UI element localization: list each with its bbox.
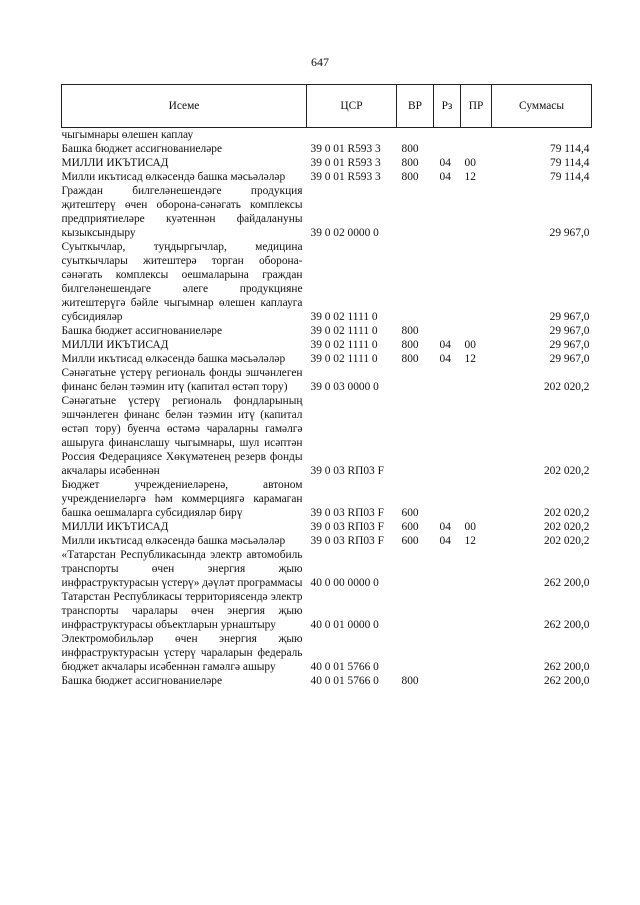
cell-name: Сәнәгатьне үстерү региональ фонды эшчәнлеген финанс белән тәэмин итү (капитал өстәп тору) <box>61 367 303 393</box>
cell-name: Бюджет учреждениеләренә, автоном учреждениеләргә һәм коммерциягә карамаган башка оешмаларга субсидияләр бирү <box>61 479 303 519</box>
cell-vr <box>397 240 434 324</box>
cell-vr: 800 <box>401 353 419 365</box>
cell-vr <box>397 128 434 143</box>
cell-csr: 39 0 02 1111 0 <box>310 353 378 365</box>
table-row <box>62 142 592 156</box>
cell-sum: 29 967,0 <box>549 311 590 323</box>
cell-sum: 202 020,2 <box>543 465 590 477</box>
cell-sum: 79 114,4 <box>550 157 590 169</box>
cell-rz: 04 <box>439 353 451 365</box>
cell-pr <box>461 128 492 143</box>
table-row <box>62 184 592 240</box>
cell-rz <box>434 324 461 338</box>
cell-name: МИЛЛИ ИКЪТИСАД <box>61 339 169 351</box>
cell-vr <box>397 548 434 590</box>
cell-csr: 39 0 03 RП03 F <box>310 507 384 519</box>
header-pr: ПР <box>461 85 492 128</box>
cell-sum: 202 020,2 <box>543 535 590 547</box>
table-header <box>62 85 592 128</box>
cell-pr <box>461 394 492 478</box>
table-row <box>62 548 592 590</box>
cell-name: «Татарстан Республикасында электр автомобиль транспорты өчен энергия җыю инфраструктурасын үстерү» дәүләт программасы <box>61 549 303 589</box>
cell-pr: 00 <box>464 339 476 351</box>
cell-vr: 800 <box>401 171 419 183</box>
header-sum: Суммасы <box>492 85 592 128</box>
table-row <box>62 590 592 632</box>
cell-name: Милли икътисад өлкәсендә башка мәсьәләләр <box>61 535 286 547</box>
cell-name: Татарстан Республикасы территориясендә электр транспорты чаралары өчен энергия җыю инфраструктурасы объектларын урнаштыру <box>61 591 303 631</box>
header-vr: ВР <box>397 85 434 128</box>
cell-csr: 39 0 01 R593 3 <box>310 171 381 183</box>
cell-pr: 00 <box>464 157 476 169</box>
cell-pr <box>461 324 492 338</box>
cell-name: чыгымнары өлешен каплау <box>61 129 194 141</box>
cell-sum: 29 967,0 <box>549 339 590 351</box>
cell-rz <box>434 366 461 394</box>
cell-vr <box>397 394 434 478</box>
table-row <box>62 240 592 324</box>
table-row <box>62 324 592 338</box>
table-row <box>62 632 592 674</box>
cell-csr: 39 0 03 RП03 F <box>310 465 384 477</box>
cell-sum: 29 967,0 <box>549 227 590 239</box>
table-row <box>62 156 592 170</box>
cell-name: Башка бюджет ассигнованиеләре <box>61 325 223 337</box>
cell-csr: 40 0 01 0000 0 <box>310 619 379 631</box>
cell-sum: 29 967,0 <box>549 353 590 365</box>
table-row <box>62 534 592 548</box>
cell-name: Башка бюджет ассигнованиеләре <box>61 143 223 155</box>
cell-csr: 40 0 01 5766 0 <box>310 675 379 687</box>
cell-rz <box>434 590 461 632</box>
cell-sum: 202 020,2 <box>543 381 590 393</box>
cell-rz: 04 <box>439 339 451 351</box>
cell-rz <box>434 632 461 674</box>
cell-vr: 800 <box>401 143 419 155</box>
cell-pr: 12 <box>464 535 476 547</box>
cell-csr: 39 0 02 1111 0 <box>310 325 378 337</box>
cell-name: МИЛЛИ ИКЪТИСАД <box>61 157 169 169</box>
header-rz: Рз <box>434 85 461 128</box>
cell-sum: 202 020,2 <box>543 521 590 533</box>
cell-sum: 262 200,0 <box>543 619 590 631</box>
cell-rz <box>434 240 461 324</box>
cell-sum: 29 967,0 <box>549 325 590 337</box>
cell-vr <box>397 590 434 632</box>
cell-sum: 262 200,0 <box>543 675 590 687</box>
cell-vr: 600 <box>401 507 419 519</box>
cell-vr: 600 <box>401 521 419 533</box>
cell-vr: 800 <box>401 675 419 687</box>
cell-pr <box>461 240 492 324</box>
cell-pr <box>461 674 492 688</box>
cell-sum: 79 114,4 <box>550 171 590 183</box>
header-name: Исеме <box>62 85 307 128</box>
cell-pr: 12 <box>464 353 476 365</box>
cell-csr: 39 0 02 1111 0 <box>310 311 378 323</box>
cell-rz <box>434 394 461 478</box>
cell-vr: 800 <box>401 157 419 169</box>
cell-rz: 04 <box>439 521 451 533</box>
cell-vr: 800 <box>401 325 419 337</box>
cell-csr: 39 0 01 R593 3 <box>310 157 381 169</box>
cell-vr: 600 <box>401 535 419 547</box>
table-row <box>62 338 592 352</box>
cell-rz <box>434 478 461 520</box>
cell-rz: 04 <box>439 157 451 169</box>
cell-sum: 262 200,0 <box>543 577 590 589</box>
cell-name: Сәнәгатьне үстерү региональ фондларының эшчәнлеген финанс белән тәэмин итү (капитал өстәп тору) буенча өстәмә чараларны гамәлгә ашыруга финанслашу чыгымнары, шул исәптән Россия Федерациясе Хөкүмәтенең резерв фонды акчалары исәбеннән <box>61 395 303 477</box>
cell-pr: 12 <box>464 171 476 183</box>
cell-rz: 04 <box>439 535 451 547</box>
cell-csr: 39 0 03 RП03 F <box>310 521 384 533</box>
cell-csr: 39 0 03 RП03 F <box>310 535 384 547</box>
cell-csr: 40 0 01 5766 0 <box>310 661 379 673</box>
cell-sum: 202 020,2 <box>543 507 590 519</box>
table-row <box>62 366 592 394</box>
cell-rz <box>434 142 461 156</box>
page-number: 647 <box>311 55 329 69</box>
cell-csr <box>307 128 397 143</box>
cell-csr: 39 0 03 0000 0 <box>310 381 379 393</box>
budget-table <box>61 84 592 688</box>
cell-name: Электромобильләр өчен энергия җыю инфраструктурасын үстерү чараларын федераль бюджет акчалары исәбеннән гамәлгә ашыру <box>61 633 303 673</box>
cell-pr <box>461 366 492 394</box>
cell-pr <box>461 478 492 520</box>
cell-vr <box>397 366 434 394</box>
cell-pr <box>461 142 492 156</box>
table-row <box>62 170 592 184</box>
cell-sum: 79 114,4 <box>550 143 590 155</box>
cell-name: Граждан билгеләнешендәге продукция җитештерү өчен оборона-сәнәгать комплексы предприятиеләре куәтеннән файдалануны кызыксындыру <box>61 185 303 239</box>
cell-sum <box>492 128 592 143</box>
cell-name: МИЛЛИ ИКЪТИСАД <box>61 521 169 533</box>
cell-pr <box>461 548 492 590</box>
table-row <box>62 128 592 143</box>
table-row <box>62 520 592 534</box>
table-row <box>62 352 592 366</box>
cell-pr <box>461 632 492 674</box>
cell-name: Суыткычлар, туңдыргычлар, медицина суыткычлары житештерә торган оборона-сәнәгать комплексы оешмаларына граждан билгеләнешендәге әлеге продукцияне житештерүгә бәйле чыгымнар өлешен каплауга субсидияләр <box>61 241 303 323</box>
header-csr: ЦСР <box>307 85 397 128</box>
cell-csr: 39 0 02 0000 0 <box>310 227 379 239</box>
cell-rz <box>434 128 461 143</box>
table-row <box>62 478 592 520</box>
table-row <box>62 394 592 478</box>
table-row <box>62 674 592 688</box>
cell-rz <box>434 184 461 240</box>
cell-csr: 40 0 00 0000 0 <box>310 577 379 589</box>
cell-csr: 39 0 01 R593 3 <box>310 143 381 155</box>
cell-pr <box>461 590 492 632</box>
cell-vr <box>397 632 434 674</box>
cell-pr <box>461 184 492 240</box>
cell-vr: 800 <box>401 339 419 351</box>
cell-pr: 00 <box>464 521 476 533</box>
cell-rz <box>434 548 461 590</box>
cell-sum: 262 200,0 <box>543 661 590 673</box>
cell-name: Милли икътисад өлкәсендә башка мәсьәләләр <box>61 171 286 183</box>
cell-rz <box>434 674 461 688</box>
table-body <box>62 128 592 689</box>
cell-rz: 04 <box>439 171 451 183</box>
cell-name: Милли икътисад өлкәсендә башка мәсьәләләр <box>61 353 286 365</box>
cell-name: Башка бюджет ассигнованиеләре <box>61 675 223 687</box>
cell-vr <box>397 184 434 240</box>
cell-csr: 39 0 02 1111 0 <box>310 339 378 351</box>
